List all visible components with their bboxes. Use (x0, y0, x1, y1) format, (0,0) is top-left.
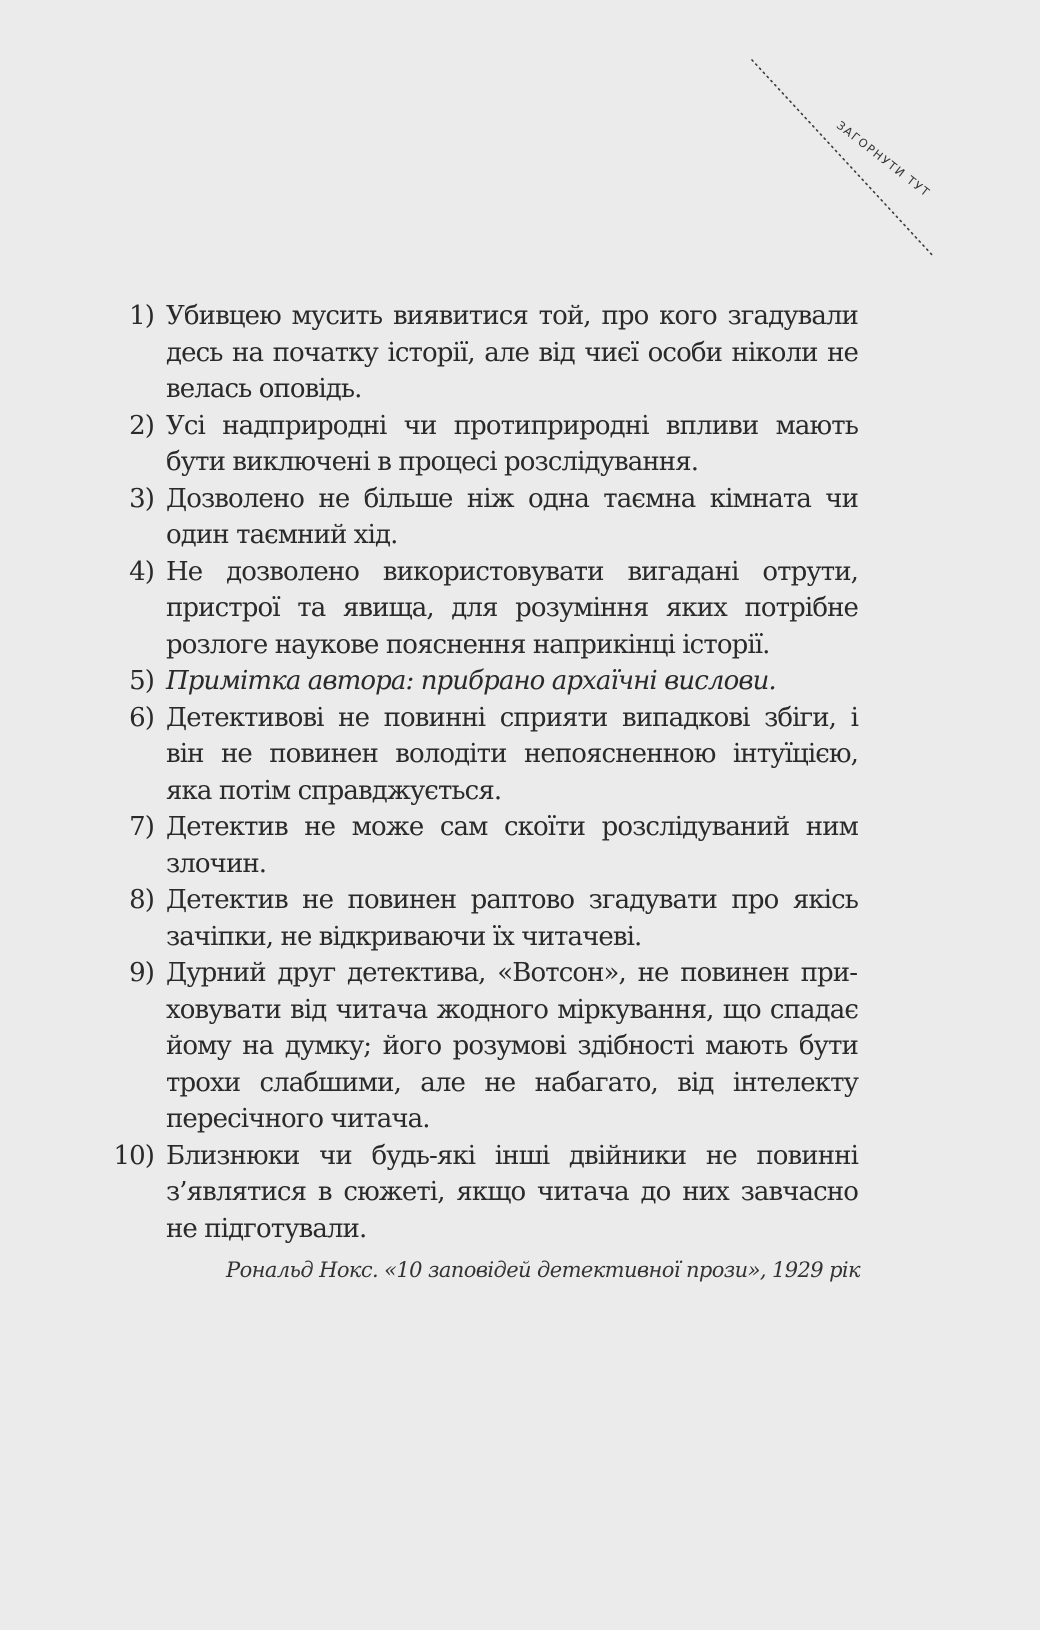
rule-text: Детектив не може сам скоїти розслідуваний ним злочин. (166, 812, 858, 879)
rule-item-8 (100, 882, 870, 955)
rule-number: 5) (129, 666, 154, 696)
rule-item-9 (100, 955, 870, 1138)
rule-number: 2) (129, 410, 154, 441)
author-note-text: Примітка автора: прибрано архаїчні вислови. (166, 666, 776, 696)
rule-item-5 (100, 663, 870, 700)
rule-item-7 (100, 809, 870, 882)
rule-number: 9) (129, 958, 154, 988)
rule-item-2 (100, 408, 870, 481)
rule-text: Дурний друг детектива, «Вотсон», не повинен приховувати від читача жодного міркування, що спадає йому на думку; його розумові здібності мають бути трохи слабшими, але не набагато, від інтелекту пересічного читача. (166, 958, 858, 1134)
fold-here-label: ЗАГОРНУТИ ТУТ (833, 118, 934, 200)
rule-number: 6) (129, 702, 154, 733)
rule-number: 7) (129, 812, 154, 842)
rule-number: 10) (113, 1140, 154, 1171)
rule-text: Усі надприродні чи протиприродні впливи мають бути виключені в процесі розслідування. (166, 410, 858, 477)
rule-item-4 (100, 554, 870, 664)
rule-item-6 (100, 700, 870, 810)
rule-item-1 (100, 298, 870, 408)
rule-item-10 (100, 1138, 870, 1248)
rule-number: 4) (129, 556, 154, 587)
rule-number: 1) (129, 301, 154, 331)
detective-rules-list (100, 298, 870, 1247)
rule-item-3 (100, 481, 870, 554)
rule-text: Не дозволено використовувати вигадані отрути, пристрої та явища, для розуміння яких потрібне розлоге наукове пояснення наприкінці історії. (166, 556, 858, 660)
rule-text: Убивцею мусить виявитися той, про кого згадували десь на початку історії, але від чиєї особи ніколи не велась оповідь. (166, 301, 858, 404)
rule-text: Детективові не повинні сприяти випадкові збіги, і він не повинен володіти непоясненною інтуїцією, яка потім справджується. (166, 702, 858, 806)
rule-text: Близнюки чи будь-які інші двійники не повинні з’являтися в сюжеті, якщо читача до них завчасно не підготували. (166, 1140, 858, 1244)
rule-text: Детектив не повинен раптово згадувати про якісь зачіпки, не відкриваючи їх читачеві. (166, 885, 858, 952)
rule-text: Дозволено не більше ніж одна таємна кімната чи один таємний хід. (166, 483, 858, 550)
rule-number: 3) (129, 483, 154, 514)
rule-number: 8) (129, 885, 154, 915)
source-attribution: Рональд Нокс. «10 заповідей детективної прози», 1929 рік (226, 1258, 860, 1282)
